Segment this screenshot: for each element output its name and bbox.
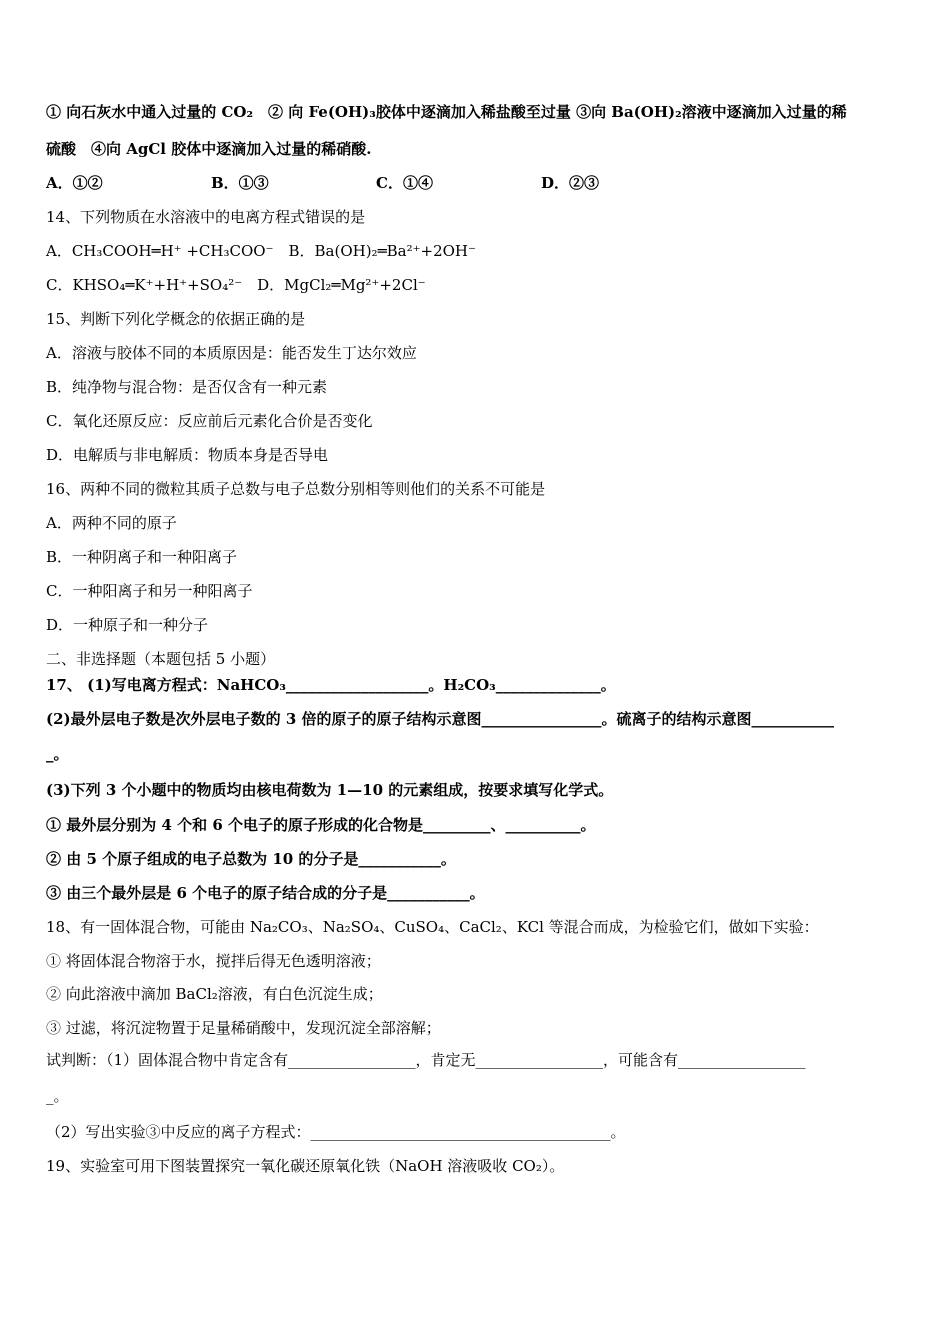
q17-part2-line1: (2)最外层电子数是次外层电子数的 3 倍的原子的原子结构示意图________________。硫离子的结构示意图___________ — [46, 710, 835, 728]
q13-stem-line1: ① 向石灰水中通入过量的 CO₂ ② 向 Fe(OH)₃胶体中逐滴加入稀盐酸至过量 ③向 Ba(OH)₂溶液中逐滴加入过量的稀 — [46, 103, 847, 121]
q17-part2-line2: _。 — [46, 745, 69, 763]
q16-option-a: A．两种不同的原子 — [46, 514, 177, 532]
q18-judge-line1: 试判断：（1）固体混合物中肯定含有_________________，肯定无_________________，可能含有_________________ — [46, 1051, 806, 1069]
q15-option-a: A．溶液与胶体不同的本质原因是：能否发生丁达尔效应 — [46, 344, 417, 362]
q17-part3: (3)下列 3 个小题中的物质均由核电荷数为 1—10 的元素组成，按要求填写化学式。 — [46, 781, 614, 799]
q18-judge-line2: _。 — [46, 1087, 69, 1105]
section2-heading: 二、非选择题（本题包括 5 小题） — [46, 650, 276, 668]
q17-part1: 17、 (1)写电离方程式：NaHCO₃___________________。H₂CO₃______________。 — [46, 676, 616, 694]
q15-option-c: C．氧化还原反应：反应前后元素化合价是否变化 — [46, 412, 373, 430]
q18-stem: 18、有一固体混合物，可能由 Na₂CO₃、Na₂SO₄、CuSO₄、CaCl₂、KCl 等混合而成，为检验它们，做如下实验： — [46, 918, 819, 936]
q13-option-d: D．②③ — [541, 174, 600, 192]
q13-option-c: C．①④ — [376, 174, 433, 192]
q18-step2: ② 向此溶液中滴加 BaCl₂溶液，有白色沉淀生成； — [46, 985, 383, 1003]
q15-option-d: D．电解质与非电解质：物质本身是否导电 — [46, 446, 329, 464]
q17-sub3: ③ 由三个最外层是 6 个电子的原子结合成的分子是___________。 — [46, 884, 485, 902]
q13-stem-line2: 硫酸 ④向 AgCl 胶体中逐滴加入过量的稀硝酸. — [46, 140, 372, 158]
q14-options-ab: A．CH₃COOH═H⁺ +CH₃COO⁻ B．Ba(OH)₂═Ba²⁺+2OH⁻ — [46, 242, 476, 260]
q18-step3: ③ 过滤，将沉淀物置于足量稀硝酸中，发现沉淀全部溶解； — [46, 1019, 441, 1037]
q18-step1: ① 将固体混合物溶于水，搅拌后得无色透明溶液； — [46, 952, 381, 970]
q18-judge2: （2）写出实验③中反应的离子方程式：________________________________________。 — [46, 1123, 626, 1141]
q13-option-a: A．①② — [46, 174, 103, 192]
q16-option-b: B．一种阴离子和一种阳离子 — [46, 548, 238, 566]
q19-stem: 19、实验室可用下图装置探究一氧化碳还原氧化铁（NaOH 溶液吸收 CO₂）。 — [46, 1157, 565, 1175]
q16-option-c: C．一种阳离子和另一种阳离子 — [46, 582, 253, 600]
q15-option-b: B．纯净物与混合物：是否仅含有一种元素 — [46, 378, 328, 396]
q16-option-d: D．一种原子和一种分子 — [46, 616, 209, 634]
q14-options-cd: C．KHSO₄═K⁺+H⁺+SO₄²⁻ D．MgCl₂═Mg²⁺+2Cl⁻ — [46, 276, 426, 294]
q17-sub2: ② 由 5 个原子组成的电子总数为 10 的分子是___________。 — [46, 850, 456, 868]
q16-stem: 16、两种不同的微粒其质子总数与电子总数分别相等则他们的关系不可能是 — [46, 480, 546, 498]
q13-option-b: B．①③ — [211, 174, 269, 192]
q17-sub1: ① 最外层分别为 4 个和 6 个电子的原子形成的化合物是_________、__________。 — [46, 816, 596, 834]
q14-stem: 14、下列物质在水溶液中的电离方程式错误的是 — [46, 208, 366, 226]
q15-stem: 15、判断下列化学概念的依据正确的是 — [46, 310, 306, 328]
